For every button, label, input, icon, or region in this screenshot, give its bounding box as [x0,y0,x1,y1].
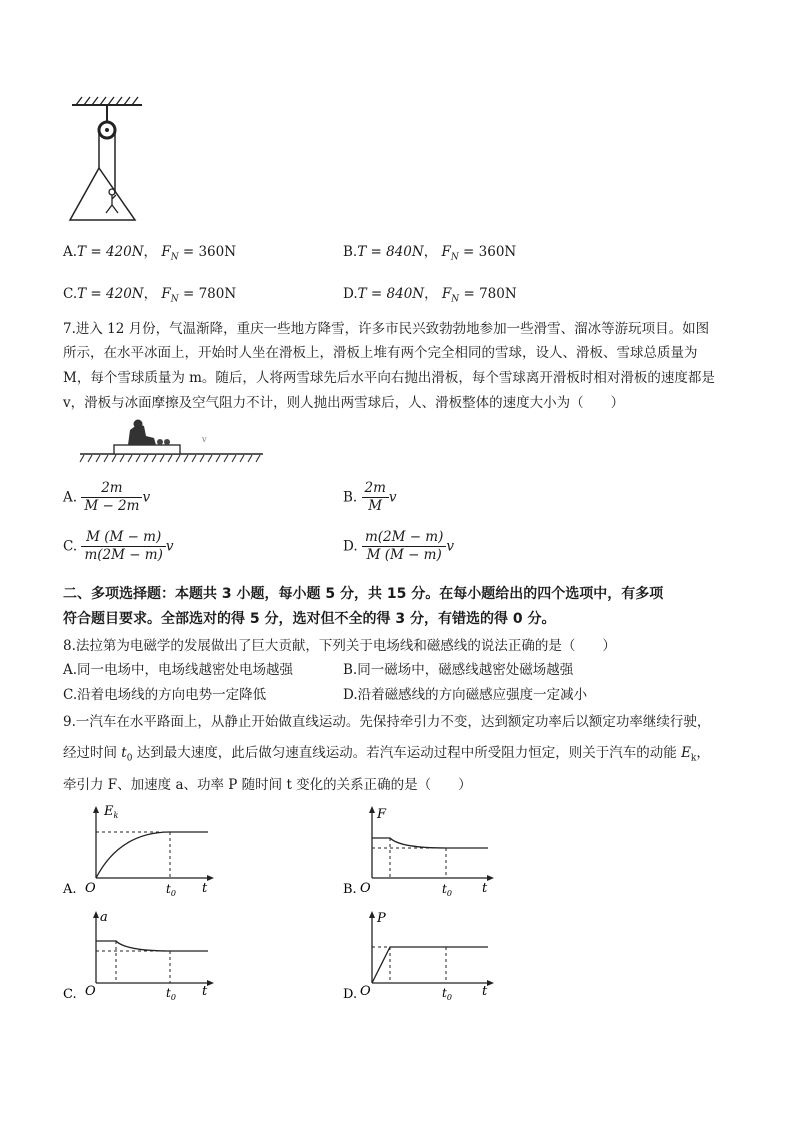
x-axis-arrow-icon [487,980,494,986]
fraction-denominator: M − 2m [84,498,140,514]
option-letter: C. [63,987,77,1002]
option-letter: C. [63,538,78,555]
t-axis-label: t [202,881,208,896]
q9-graph-a[interactable] [60,800,220,900]
section-2-heading-line-1: 二、多项选择题：本题共 3 小题，每小题 5 分，共 15 分。在每小题给出的四个选项中，有多项 [63,586,664,602]
t0-label: $t_0$ [166,882,176,898]
option-letter: B. [343,244,358,260]
tension-value: T = 840N [357,244,424,260]
fraction-denominator: M [368,498,383,514]
force-symbol: F [441,286,452,302]
force-subscript: N [170,294,179,305]
x-axis-arrow-icon [207,980,214,986]
fraction [81,480,142,515]
x-axis-arrow-icon [207,875,214,881]
q7-option-b[interactable] [343,480,397,515]
q7-option-d[interactable] [343,529,454,564]
force-value: = 360N [458,244,517,260]
q8-option-b[interactable]: B.同一磁场中，磁感线越密处磁场越强 [343,662,574,678]
q7-option-a[interactable] [63,480,150,515]
q7-option-c[interactable] [63,529,174,564]
separator: ， [143,286,158,302]
text-fragment: 经过时间 [63,745,122,761]
velocity-symbol: v [165,538,174,555]
t0-label: $t_0$ [442,882,452,898]
separator: ， [424,286,438,302]
option-letter: A. [63,489,78,506]
q7-stem-line-3: M，每个雪球质量为 m。随后，人将两雪球先后水平向右抛出滑板，每个雪球离开滑板时相对滑板的速度都是 [63,370,715,386]
t-axis-label: t [202,984,208,999]
fraction-numerator: m(2M − m) [362,529,446,547]
origin-label: O [360,984,371,999]
y-axis-arrow-icon [93,806,99,813]
option-letter: A. [63,244,78,260]
q7-stem-line-1: 7.进入 12 月份，气温渐降，重庆一些地方降雪，许多市民兴致勃勃地参加一些滑雪、溜冰等游玩项目。如图 [63,321,710,337]
option-letter: B. [343,882,357,897]
q6-pulley-figure [60,95,150,225]
q6-option-a[interactable] [63,243,236,267]
q8-stem: 8.法拉第为电磁学的发展做出了巨大贡献，下列关于电场线和磁感线的说法正确的是（ ） [63,638,616,654]
x-axis-arrow-icon [487,875,494,881]
velocity-symbol: v [446,538,455,555]
force-symbol: F [161,286,171,302]
separator: ， [143,244,158,260]
q6-option-d[interactable] [343,285,517,309]
q9-stem-line-3: 牵引力 F、加速度 a、功率 P 随时间 t 变化的关系正确的是（ ） [63,777,472,793]
fraction [362,480,389,515]
time-subscript: 0 [126,753,133,764]
t-axis-label: t [482,881,488,896]
velocity-symbol: v [388,489,397,506]
q8-option-d[interactable]: D.沿着磁感线的方向磁感应强度一定减小 [343,687,588,703]
force-subscript: N [451,294,460,305]
q7-stem-line-4: v，滑板与冰面摩擦及空气阻力不计，则人抛出两雪球后，人、滑板整体的速度大小为（ ） [63,395,625,411]
ek-curve [96,832,208,878]
fraction [81,529,165,564]
fraction [362,529,446,564]
time-symbol: t [121,745,127,761]
y-axis-label: P [377,911,386,926]
q9-stem-line-2 [63,744,710,768]
fraction-numerator: 2m [81,480,142,498]
velocity-symbol: v [142,489,151,506]
tension-value: T = 420N [77,286,144,302]
force-value: = 360N [178,244,237,260]
y-axis-arrow-icon [369,911,375,918]
y-axis-arrow-icon [93,911,99,918]
force-value: = 780N [178,286,237,302]
q9-graph-b[interactable] [340,800,500,900]
option-letter: B. [343,489,358,506]
q7-stem-line-2: 所示，在水平冰面上，开始时人坐在滑板上，滑板上堆有两个完全相同的雪球，设人、滑板、雪球总质量为 [63,345,698,361]
force-subscript: N [170,252,179,263]
fraction-denominator: M (M − m) [366,547,442,563]
energy-subscript: k [690,753,697,764]
force-symbol: F [161,244,171,260]
fraction-numerator: M (M − m) [81,529,165,547]
origin-label: O [360,881,371,896]
q6-option-b[interactable] [343,243,516,267]
option-letter: A. [63,882,77,897]
t0-label: $t_0$ [442,986,452,1002]
fraction-numerator: 2m [362,480,389,498]
t0-label: $t_0$ [166,986,176,1002]
option-letter: D. [343,987,358,1002]
q9-stem-line-1: 9.一汽车在水平路面上，从静止开始做直线运动。先保持牵引力不变，达到额定功率后以额定功率继续行驶， [63,714,711,730]
fraction-denominator: m(2M − m) [84,547,163,563]
q7-sled-figure [78,418,268,466]
svg-text:v: v [202,435,207,444]
origin-label: O [85,881,96,896]
y-axis-arrow-icon [369,806,375,813]
origin-label: O [85,984,96,999]
force-curve [372,838,488,848]
text-fragment: 达到最大速度，此后做匀速直线运动。若汽车运动过程中所受阻力恒定，则关于汽车的动能 [132,745,682,761]
force-value: = 780N [459,286,517,302]
force-subscript: N [450,252,459,263]
q8-option-c[interactable]: C.沿着电场线的方向电势一定降低 [63,687,267,703]
q9-graph-c[interactable] [60,905,220,1005]
q8-option-a[interactable]: A.同一电场中，电场线越密处电场越强 [63,662,294,678]
option-letter: D. [343,538,358,555]
q9-graph-d[interactable] [340,905,500,1005]
force-symbol: F [441,244,451,260]
energy-symbol: E [681,745,691,761]
option-letter: D. [343,286,358,302]
t-axis-label: t [482,984,488,999]
y-axis-label: F [377,807,387,822]
acceleration-curve [96,941,208,951]
tension-value: T = 420N [77,244,144,260]
text-fragment: ， [696,745,710,761]
y-axis-label: a [100,910,108,925]
section-2-heading-line-2: 符合题目要求。全部选对的得 5 分，选对但不全的得 3 分，有错选的得 0 分。 [63,611,556,627]
tension-value: T = 840N [357,286,425,302]
power-curve [372,947,488,983]
option-letter: C. [63,286,78,302]
separator: ， [423,244,438,260]
q6-option-c[interactable] [63,285,236,309]
y-axis-label: $E_k$ [104,804,119,820]
